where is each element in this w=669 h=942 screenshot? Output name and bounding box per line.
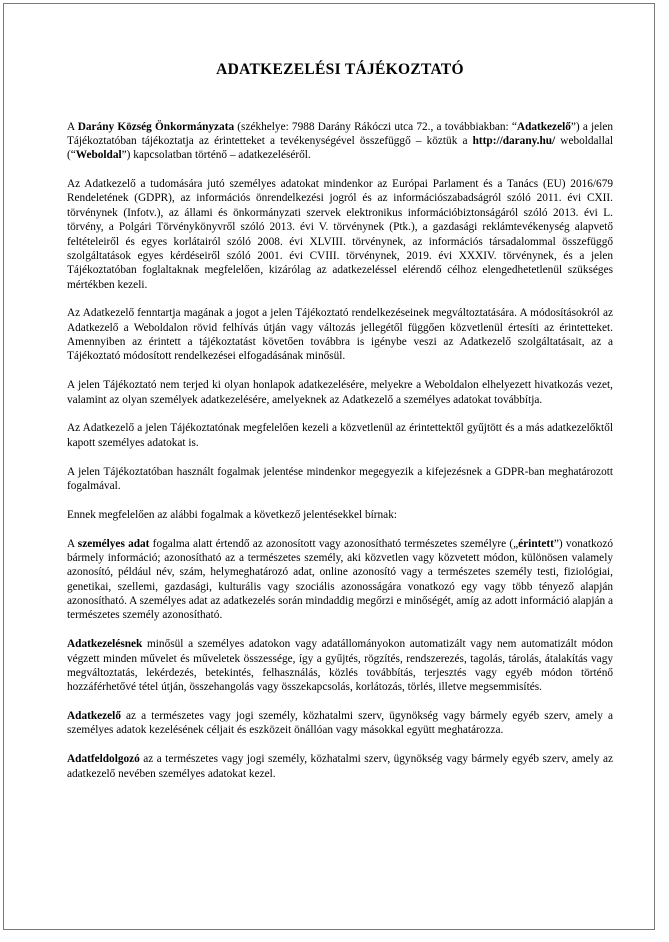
page-title: ADATKEZELÉSI TÁJÉKOZTATÓ bbox=[216, 61, 464, 78]
emphasis-text: Adatkezelésnek bbox=[67, 638, 143, 651]
paragraph-def-processor-entity bbox=[67, 752, 613, 781]
body-text: (székhelye: 7988 Darány Rákóczi utca 72., a továbbiakban: “ bbox=[234, 120, 517, 133]
body-text: weboldallal (“ bbox=[67, 134, 613, 162]
body-text: Az Adatkezelő a jelen Tájékoztatónak megfelelően kezeli a közvetlenül az érintettektől gyűjtött és a más adatkezelőktől kapott személyes adatokat is. bbox=[67, 422, 613, 449]
emphasis-text: Weboldal bbox=[75, 149, 122, 162]
body-text: Az Adatkezelő a tudomására jutó személyes adatokat mindenkor az Európai Parlament és a Tanács (EU) 2016/679 Rendeletének (GDPR), az információs önrendelkezési jogról és az információszabadságról szóló 2011. évi CXII. törvénynek (Infotv.), az állami és önkormányzati szervek elektronikus információbiztonságáról szóló 2013. évi L. törvény, a Polgári Törvénykönyvről szóló 2013. évi V. törvénynek (Ptk.), a gazdasági reklámtevékenység alapvető feltételeiről és egyes korlátairól szóló 2008. évi XLVIII. törvénynek, az információs társadalommal összefüggő szolgáltatások egyes kérdéseiről szóló 2001. évi CVIII. törvénynek, 2019. évi XXXIV. törvénynek, és a jelen Tájékoztatóban foglaltaknak megfelelően, kizárólag az adatkezeléssel elérendő célhoz elengedhetetlenül szükséges mértékben kezeli. bbox=[67, 178, 613, 291]
body-text: A jelen Tájékoztató nem terjed ki olyan honlapok adatkezelésére, melyekre a Weboldalon elhelyezett hivatkozás vezet, valamint az olyan személyek adatkezelésére, amelyeknek az Adatkezelő a személyes adatokat továbbítja. bbox=[67, 379, 613, 406]
body-text: ”) a jelen Tájékoztatóban tájékoztatja az érintetteket a tevékenységével összefüggő – köztük a bbox=[67, 120, 613, 147]
body-text: Ennek megfelelően az alábbi fogalmak a következő jelentésekkel bírnak: bbox=[67, 508, 397, 521]
paragraph-def-personal-data bbox=[67, 537, 613, 623]
body-text: A bbox=[67, 120, 78, 133]
paragraph-scope-exclusion bbox=[67, 378, 613, 407]
body-text: ”) vonatkozó bármely információ; azonosítható az a természetes személy, aki közvetlen vagy közvetett módon, különösen valamely azonosító, például név, szám, helymeghatározó adat, online azonosító vagy a természetes személy testi, fiziológiai, genetikai, szellemi, gazdasági, kulturális vagy szociális azonosságára vonatkozó egy vagy több tényező alapján azonosítható. A személyes adat az adatkezelés során mindaddig megőrzi e minőségét, amíg az adott információ alapján a természetes személy azonosítható. bbox=[67, 537, 613, 622]
paragraph-legal-basis bbox=[67, 177, 613, 292]
document-body bbox=[67, 61, 613, 781]
body-text: Az Adatkezelő fenntartja magának a jogot a jelen Tájékoztató rendelkezéseinek megváltoztatására. A módosításokról az Adatkezelő a Weboldalon rövid felhívás útján vagy változás jellegétől függően közvetlenül értesíti az érintetteket. Amennyiben az érintett a tájékoztatást követően továbbra is igénybe veszi az Adatkezelő szolgáltatásait, az a Tájékoztató módosított rendelkezései elfogadásának minősül. bbox=[67, 307, 613, 363]
emphasis-text: érintett bbox=[518, 537, 554, 550]
emphasis-text: Adatkezelő bbox=[67, 710, 121, 723]
body-text: az a természetes vagy jogi személy, közhatalmi szerv, ügynökség vagy bármely egyéb szerv, amely a személyes adatok kezelésének céljait és eszközeit önállóan vagy másokkal együtt meghatározza. bbox=[67, 710, 613, 737]
paragraph-definitions-lead-in bbox=[67, 508, 613, 522]
body-text: A bbox=[67, 537, 78, 550]
paragraph-def-processing bbox=[67, 637, 613, 694]
paragraph-collected-data bbox=[67, 421, 613, 450]
body-text: minősül a személyes adatokon vagy adatállományokon automatizált vagy nem automatizált módon végzett minden művelet és műveletek összessége, így a gyűjtés, rögzítés, rendszerezés, tagolás, tárolás, átalakítás vagy megváltoztatás, lekérdezés, betekintés, felhasználás, közlés továbbítás, terjesztés vagy egyéb módon történő hozzáférhetővé tétel útján, összehangolás vagy összekapcsolás, korlátozás, törlés, illetve megsemmisítés. bbox=[67, 638, 613, 694]
paragraph-list bbox=[67, 120, 613, 781]
emphasis-text: http://darany.hu/ bbox=[472, 134, 556, 147]
emphasis-text: Darány Község Önkormányzata bbox=[77, 120, 235, 133]
paragraph-intro bbox=[67, 120, 613, 163]
emphasis-text: személyes adat bbox=[77, 537, 150, 550]
document-page bbox=[3, 3, 655, 930]
emphasis-text: Adatfeldolgozó bbox=[67, 753, 140, 766]
paragraph-terminology bbox=[67, 465, 613, 494]
paragraph-modification-rights bbox=[67, 306, 613, 363]
body-text: fogalma alatt értendő az azonosított vagy azonosítható természetes személyre („ bbox=[149, 537, 519, 550]
emphasis-text: Adatkezelő bbox=[516, 120, 571, 133]
body-text: ”) kapcsolatban történő – adatkezeléséről. bbox=[121, 149, 311, 162]
paragraph-def-controller bbox=[67, 709, 613, 738]
body-text: A jelen Tájékoztatóban használt fogalmak jelentése mindenkor megegyezik a kifejezésnek a GDPR-ban meghatározott fogalmával. bbox=[67, 465, 613, 492]
body-text: az a természetes vagy jogi személy, közhatalmi szerv, ügynökség vagy bármely egyéb szerv, amely az adatkezelő nevében személyes adatokat kezel. bbox=[67, 753, 613, 780]
